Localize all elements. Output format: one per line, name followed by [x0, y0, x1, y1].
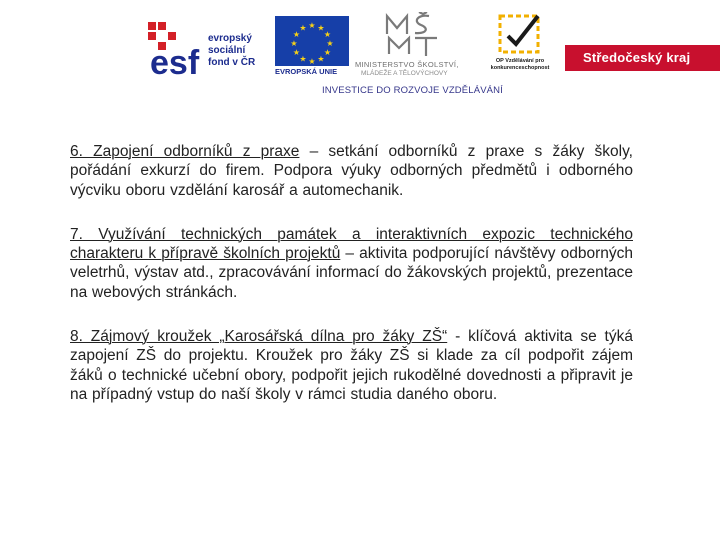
svg-text:★: ★: [317, 54, 325, 64]
item-title: 8. Zájmový kroužek „Karosářská dílna pro žáky ZŠ“: [70, 328, 448, 346]
svg-text:★: ★: [292, 30, 301, 39]
eu-caption: EVROPSKÁ UNIE: [275, 67, 338, 76]
logo-banner: [0, 0, 720, 100]
msmt-line2: MLÁDEŽE A TĚLOVÝCHOVY: [361, 70, 448, 77]
esf-caption-line: evropský: [208, 33, 252, 44]
svg-text:★: ★: [323, 30, 332, 39]
op-caption: OP Vzdělávání pro konkurenceschopnost: [490, 58, 550, 71]
svg-text:★: ★: [308, 21, 316, 30]
esf-caption-line: fond v ČR: [208, 57, 256, 68]
esf-logo: [144, 14, 269, 76]
svg-text:★: ★: [317, 23, 325, 33]
list-item: [70, 142, 633, 200]
eu-flag-icon: [275, 16, 349, 66]
op-mark-icon: [494, 10, 546, 58]
svg-text:★: ★: [292, 48, 301, 57]
item-body: – aktivita podporující návštěvy odborných veletrhů, výstav atd., zpracovávání informací do žákovských projektů, prezentace na webových stránkách.: [70, 245, 633, 301]
esf-wordmark: esf: [150, 44, 200, 78]
svg-text:★: ★: [323, 48, 332, 57]
list-item: [70, 225, 633, 302]
msmt-logo: [355, 12, 477, 76]
msmt-mark-icon: [383, 12, 443, 58]
op-logo: [478, 10, 560, 78]
region-label: Středočeský kraj: [583, 50, 691, 65]
svg-text:★: ★: [299, 23, 307, 33]
item-title: 6. Zapojení odborníků z praxe: [70, 143, 300, 160]
svg-text:★: ★: [326, 39, 334, 48]
tagline: INVESTICE DO ROZVOJE VZDĚLÁVÁNÍ: [322, 85, 503, 96]
item-body: – setkání odborníků z praxe s žáky školy, pořádání exkurzí do firem. Podpora výuky odborných předmětů i odborného výcviku oboru vzdělání karosář a automechanik.: [70, 143, 633, 199]
svg-text:★: ★: [308, 57, 316, 66]
list-item: [70, 327, 633, 404]
esf-mark-icon: [148, 22, 204, 78]
region-logo: [565, 45, 720, 71]
svg-text:★: ★: [299, 54, 307, 64]
content-list: [70, 142, 633, 429]
item-body: - klíčová aktivita se týká zapojení ZŠ do projektu. Kroužek pro žáky ZŠ si klade za cíl podpořit zájem žáků o technické učební obory, podpořit jejich rukodělné dovednosti a připravit je na případný vstup do naší školy v rámci studia daného oboru.: [70, 328, 633, 403]
esf-caption-line: sociální: [208, 45, 246, 56]
esf-caption: [208, 33, 255, 69]
item-title: 7. Využívání technických památek a interaktivních expozic technického charakteru k přípravě školních projektů: [70, 225, 633, 263]
msmt-line1: MINISTERSTVO ŠKOLSTVÍ,: [355, 60, 459, 69]
svg-text:★: ★: [290, 39, 298, 48]
eu-logo: [275, 16, 349, 76]
